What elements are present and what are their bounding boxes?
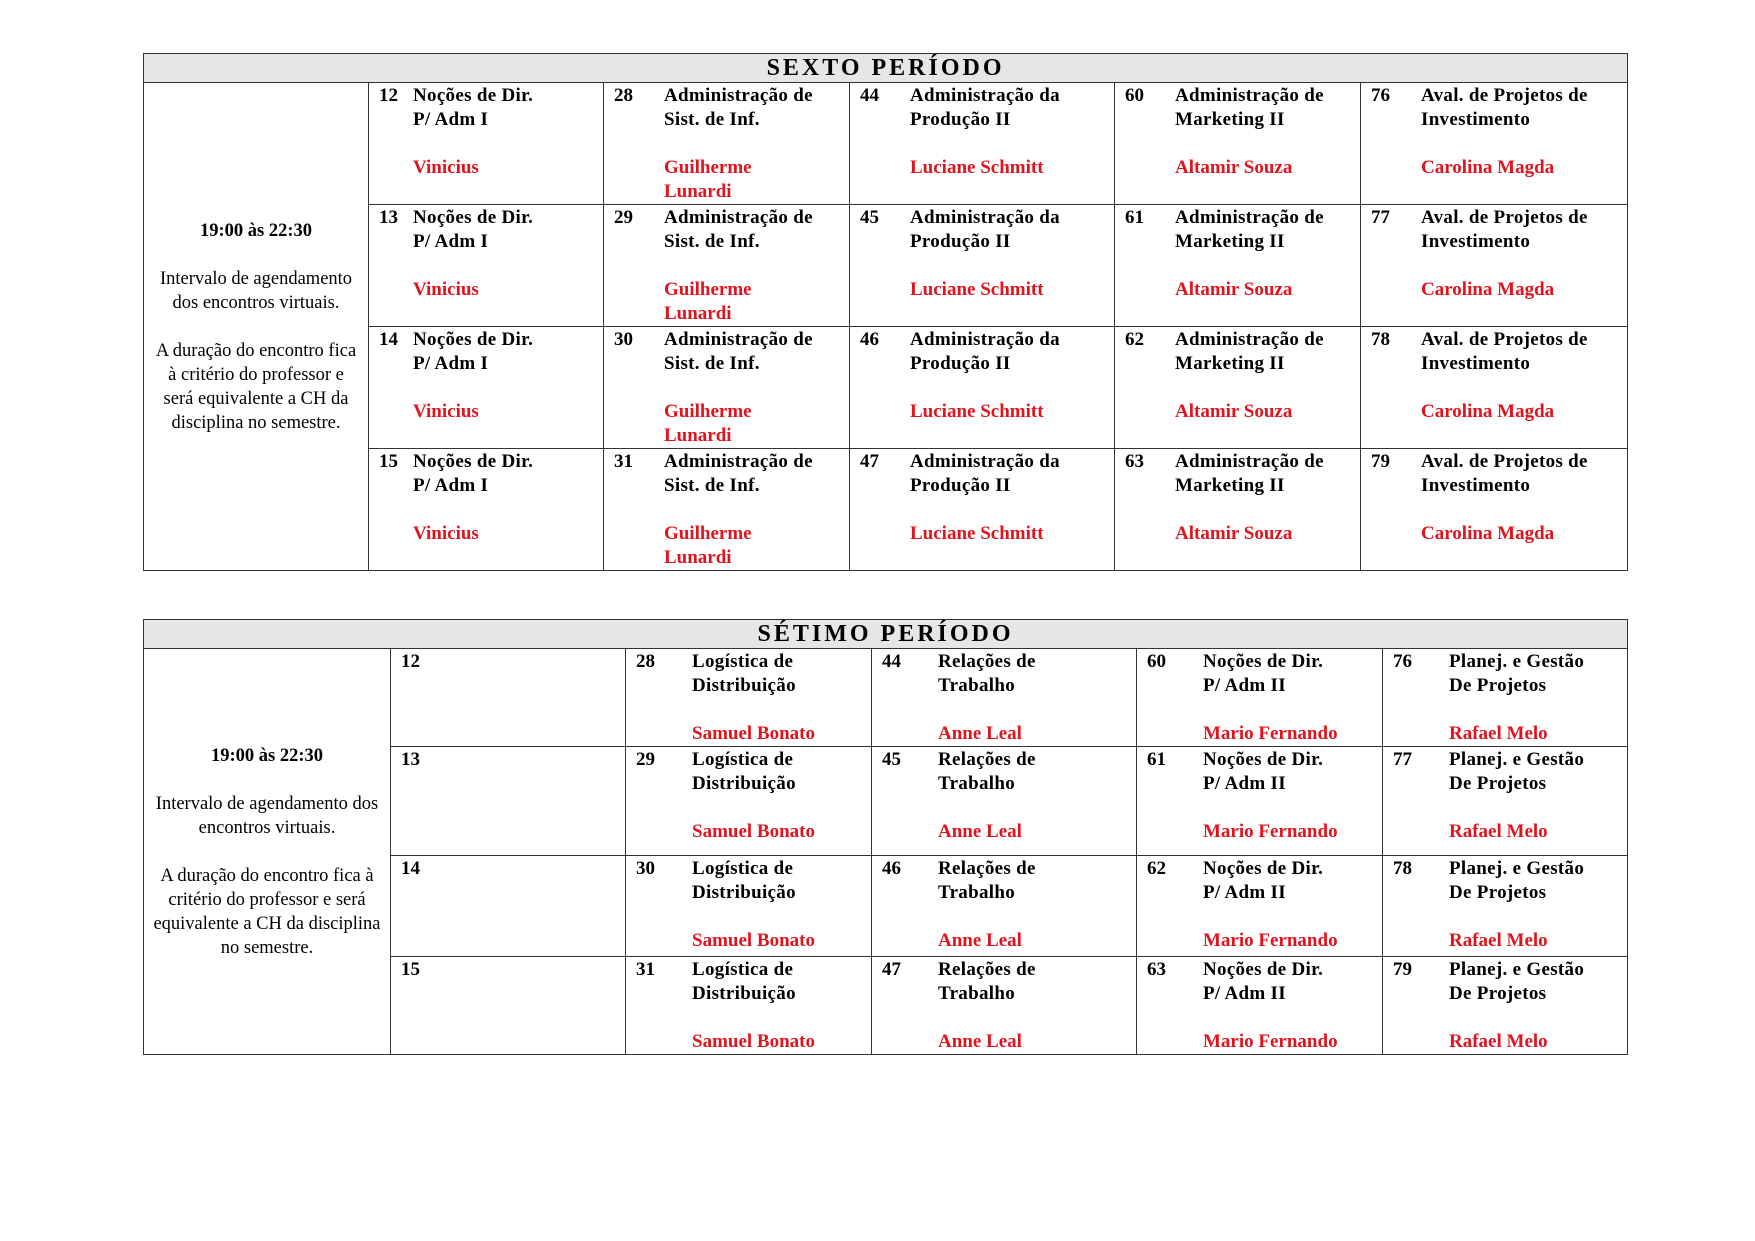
slot-number: 28 <box>614 85 633 106</box>
slot-number: 30 <box>636 858 655 879</box>
slot-number: 62 <box>1125 329 1144 350</box>
subject-name: Aval. de Projetos de Investimento <box>1421 85 1588 130</box>
subject-name: Noções de Dir. P/ Adm II <box>1203 858 1324 903</box>
schedule-slot <box>872 957 1137 1055</box>
slot-number: 63 <box>1147 959 1166 980</box>
professor-name: Mario Fernando <box>1203 723 1338 744</box>
slot-number: 46 <box>882 858 901 879</box>
slot-number: 31 <box>614 451 633 472</box>
schedule-slot <box>369 205 604 327</box>
slot-number: 13 <box>379 207 398 228</box>
subject-name: Aval. de Projetos de Investimento <box>1421 207 1588 252</box>
schedule-slot <box>1383 747 1628 856</box>
schedule-slot <box>1137 856 1383 957</box>
subject-name: Administração da Produção II <box>910 207 1060 252</box>
period-title: SÉTIMO PERÍODO <box>144 620 1628 649</box>
subject-name: Noções de Dir. P/ Adm II <box>1203 651 1324 696</box>
schedule-slot <box>626 957 872 1055</box>
duration-note: A duração do encontro fica à critério do professor e será equivalente a CH da disciplina no semestre. <box>153 865 381 958</box>
subject-name: Noções de Dir. P/ Adm II <box>1203 959 1324 1004</box>
professor-name: Mario Fernando <box>1203 1031 1338 1052</box>
slot-number: 28 <box>636 651 655 672</box>
schedule-slot <box>1137 957 1383 1055</box>
schedule-slot <box>604 83 850 205</box>
professor-name: Carolina Magda <box>1421 401 1555 422</box>
schedule-info <box>144 649 391 1055</box>
schedule-slot <box>604 327 850 449</box>
subject-name: Noções de Dir. P/ Adm I <box>413 329 534 374</box>
professor-name: Guilherme Lunardi <box>664 401 752 446</box>
professor-name: Guilherme Lunardi <box>664 279 752 324</box>
slot-number: 61 <box>1147 749 1166 770</box>
slot-number: 29 <box>636 749 655 770</box>
slot-number: 15 <box>401 959 420 980</box>
professor-name: Anne Leal <box>938 1031 1022 1052</box>
professor-name: Carolina Magda <box>1421 157 1555 178</box>
slot-number: 30 <box>614 329 633 350</box>
duration-note: A duração do encontro fica à critério do professor e será equivalente a CH da disciplina no semestre. <box>155 340 357 433</box>
subject-name: Administração da Produção II <box>910 329 1060 374</box>
slot-number: 12 <box>379 85 398 106</box>
schedule-slot <box>850 205 1115 327</box>
schedule-slot <box>1361 449 1628 571</box>
slot-number: 77 <box>1371 207 1390 228</box>
professor-name: Rafael Melo <box>1449 930 1548 951</box>
schedule-slot <box>626 649 872 747</box>
schedule-slot <box>604 449 850 571</box>
subject-name: Relações de Trabalho <box>938 749 1036 794</box>
schedule-slot <box>1383 856 1628 957</box>
schedule-slot <box>1361 205 1628 327</box>
professor-name: Anne Leal <box>938 821 1022 842</box>
professor-name: Altamir Souza <box>1175 401 1293 422</box>
professor-name: Luciane Schmitt <box>910 523 1044 544</box>
slot-number: 78 <box>1393 858 1412 879</box>
schedule-slot <box>1115 449 1361 571</box>
professor-name: Samuel Bonato <box>692 930 815 951</box>
time-range: 19:00 às 22:30 <box>210 745 324 766</box>
subject-name: Relações de Trabalho <box>938 959 1036 1004</box>
schedule-slot <box>1383 957 1628 1055</box>
professor-name: Luciane Schmitt <box>910 279 1044 300</box>
slot-number: 76 <box>1371 85 1390 106</box>
slot-number: 78 <box>1371 329 1390 350</box>
subject-name: Administração de Sist. de Inf. <box>664 85 813 130</box>
professor-name: Mario Fernando <box>1203 821 1338 842</box>
professor-name: Rafael Melo <box>1449 1031 1548 1052</box>
subject-name: Planej. e Gestão De Projetos <box>1449 749 1585 794</box>
professor-name: Rafael Melo <box>1449 723 1548 744</box>
subject-name: Administração de Marketing II <box>1175 329 1324 374</box>
slot-number: 29 <box>614 207 633 228</box>
professor-name: Altamir Souza <box>1175 279 1293 300</box>
professor-name: Vinicius <box>413 401 479 422</box>
schedule-slot <box>391 747 626 856</box>
subject-name: Aval. de Projetos de Investimento <box>1421 451 1588 496</box>
schedule-slot <box>850 83 1115 205</box>
schedule-slot <box>391 957 626 1055</box>
schedule-slot <box>626 856 872 957</box>
professor-name: Vinicius <box>413 523 479 544</box>
subject-name: Administração da Produção II <box>910 451 1060 496</box>
schedule-slot <box>604 205 850 327</box>
subject-name: Logística de Distribuição <box>692 959 796 1004</box>
professor-name: Guilherme Lunardi <box>664 157 752 202</box>
professor-name: Altamir Souza <box>1175 157 1293 178</box>
slot-number: 63 <box>1125 451 1144 472</box>
schedule-slot <box>1137 649 1383 747</box>
interval-note: Intervalo de agendamento dos encontros virtuais. <box>155 793 379 838</box>
subject-name: Administração de Marketing II <box>1175 451 1324 496</box>
subject-name: Noções de Dir. P/ Adm II <box>1203 749 1324 794</box>
slot-number: 14 <box>401 858 420 879</box>
professor-name: Vinicius <box>413 157 479 178</box>
schedule-slot <box>850 327 1115 449</box>
setimo-periodo-table <box>143 619 1628 1055</box>
schedule-slot <box>391 649 626 747</box>
subject-name: Logística de Distribuição <box>692 651 796 696</box>
schedule-slot <box>872 649 1137 747</box>
slot-number: 60 <box>1125 85 1144 106</box>
subject-name: Relações de Trabalho <box>938 651 1036 696</box>
slot-number: 77 <box>1393 749 1412 770</box>
subject-name: Logística de Distribuição <box>692 749 796 794</box>
interval-note: Intervalo de agendamento dos encontros virtuais. <box>159 268 353 313</box>
subject-name: Noções de Dir. P/ Adm I <box>413 207 534 252</box>
professor-name: Luciane Schmitt <box>910 401 1044 422</box>
schedule-info <box>144 83 369 571</box>
schedule-slot <box>1361 83 1628 205</box>
subject-name: Administração de Marketing II <box>1175 85 1324 130</box>
subject-name: Aval. de Projetos de Investimento <box>1421 329 1588 374</box>
professor-name: Samuel Bonato <box>692 821 815 842</box>
subject-name: Noções de Dir. P/ Adm I <box>413 85 534 130</box>
table-row <box>144 649 1628 747</box>
slot-number: 76 <box>1393 651 1412 672</box>
professor-name: Vinicius <box>413 279 479 300</box>
professor-name: Guilherme Lunardi <box>664 523 752 568</box>
professor-name: Carolina Magda <box>1421 523 1555 544</box>
professor-name: Anne Leal <box>938 723 1022 744</box>
subject-name: Administração de Marketing II <box>1175 207 1324 252</box>
slot-number: 15 <box>379 451 398 472</box>
professor-name: Anne Leal <box>938 930 1022 951</box>
professor-name: Samuel Bonato <box>692 723 815 744</box>
schedule-slot <box>369 83 604 205</box>
professor-name: Mario Fernando <box>1203 930 1338 951</box>
subject-name: Planej. e Gestão De Projetos <box>1449 651 1585 696</box>
professor-name: Samuel Bonato <box>692 1031 815 1052</box>
slot-number: 31 <box>636 959 655 980</box>
period-title: SEXTO PERÍODO <box>144 54 1628 83</box>
table-row <box>144 83 1628 205</box>
slot-number: 79 <box>1393 959 1412 980</box>
subject-name: Administração da Produção II <box>910 85 1060 130</box>
schedule-slot <box>1383 649 1628 747</box>
professor-name: Luciane Schmitt <box>910 157 1044 178</box>
slot-number: 13 <box>401 749 420 770</box>
schedule-slot <box>626 747 872 856</box>
slot-number: 60 <box>1147 651 1166 672</box>
sexto-periodo-table <box>143 53 1628 571</box>
slot-number: 14 <box>379 329 398 350</box>
time-range: 19:00 às 22:30 <box>199 220 313 241</box>
subject-name: Relações de Trabalho <box>938 858 1036 903</box>
subject-name: Logística de Distribuição <box>692 858 796 903</box>
schedule-slot <box>850 449 1115 571</box>
subject-name: Planej. e Gestão De Projetos <box>1449 858 1585 903</box>
subject-name: Administração de Sist. de Inf. <box>664 451 813 496</box>
professor-name: Altamir Souza <box>1175 523 1293 544</box>
subject-name: Administração de Sist. de Inf. <box>664 207 813 252</box>
slot-number: 61 <box>1125 207 1144 228</box>
slot-number: 45 <box>882 749 901 770</box>
schedule-slot <box>872 856 1137 957</box>
slot-number: 12 <box>401 651 420 672</box>
subject-name: Planej. e Gestão De Projetos <box>1449 959 1585 1004</box>
schedule-slot <box>1361 327 1628 449</box>
slot-number: 44 <box>882 651 901 672</box>
slot-number: 79 <box>1371 451 1390 472</box>
schedule-slot <box>369 327 604 449</box>
slot-number: 47 <box>860 451 879 472</box>
slot-number: 46 <box>860 329 879 350</box>
subject-name: Noções de Dir. P/ Adm I <box>413 451 534 496</box>
professor-name: Carolina Magda <box>1421 279 1555 300</box>
schedule-slot <box>391 856 626 957</box>
schedule-slot <box>1115 205 1361 327</box>
slot-number: 45 <box>860 207 879 228</box>
slot-number: 62 <box>1147 858 1166 879</box>
schedule-slot <box>872 747 1137 856</box>
schedule-slot <box>1137 747 1383 856</box>
subject-name: Administração de Sist. de Inf. <box>664 329 813 374</box>
schedule-slot <box>1115 83 1361 205</box>
slot-number: 44 <box>860 85 879 106</box>
schedule-slot <box>1115 327 1361 449</box>
professor-name: Rafael Melo <box>1449 821 1548 842</box>
slot-number: 47 <box>882 959 901 980</box>
schedule-slot <box>369 449 604 571</box>
